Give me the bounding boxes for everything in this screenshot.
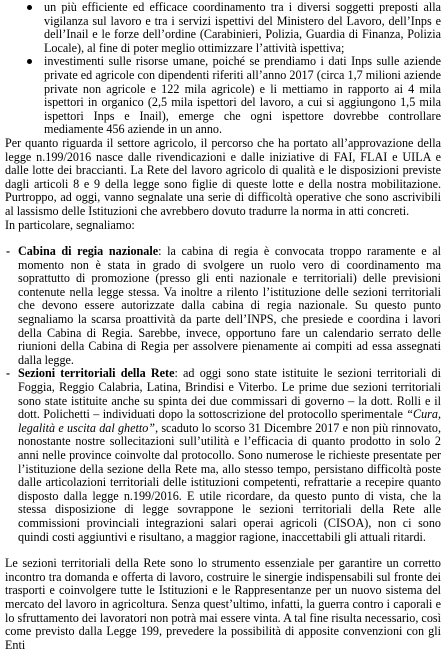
list-item xyxy=(5,1,441,55)
item-title: Cabina di regia nazionale xyxy=(18,244,159,259)
protocol-quote: “Cura, legalità e uscita dal ghetto” xyxy=(18,407,441,435)
bullet-list xyxy=(5,1,441,137)
list-item xyxy=(5,55,441,137)
bullet-text: investimenti sulle risorse umane, poiché se prendiamo i dati Inps sulle aziende private ed agricole con dipendenti riferiti all’anno 2017 (circa 1,7 milioni aziende private non agricole e 122 mila agricole) e li mettiamo in rapporto ai 4 mila ispettori in organico (2,5 mila ispettori del lavoro, a cui si aggiungono 1,5 mila ispettori Inps e Inail), emerge che ogni ispettore dovrebbe controllare mediamente 456 aziende in un anno. xyxy=(44,54,441,137)
list-item-sezioni-territoriali xyxy=(5,367,441,544)
paragraph-sezioni-rete: Le sezioni territoriali della Rete sono lo strumento essenziale per garantire un corretto incontro tra domanda e offerta di lavoro, costruire le sinergie indispensabili sul fronte dei trasporti e coinvolgere tutte le Istituzioni e le Rappresentanze per un nuovo sistema del mercato del lavoro in agricoltura. Senza quest’ultimo, infatti, la guerra contro i caporali e lo sfruttamento dei lavoratori non potrà mai essere vinta. A tal fine risulta necessario, così come previsto dalla Legge 199, prevedere la possibilità di apposite convenzioni con gli Enti xyxy=(5,556,441,652)
bullet-text: un più efficiente ed efficace coordinamento tra i diversi soggetti preposti alla vigilanza sul lavoro e tra i servizi ispettivi del Ministero del Lavoro, dell’Inps e dell’Inail e le forze dell’ordine (Carabinieri, Polizia, Guardia di Finanza, Polizia Locale), al fine di poter meglio ottimizzare l’attività ispettiva; xyxy=(44,0,441,55)
dash-marker: - xyxy=(6,366,11,381)
item-body: : ad oggi sono state istituite le sezioni territoriali di Foggia, Reggio Calabria, Latina, Brindisi e Viterbo. Le prime due sezioni territoriali sono state istituite anche su spinta dei due commissari di governo – la dott. Rolli e il dott. Polichetti – individuati dopo la sottoscrizione del protocollo sperimentale xyxy=(18,366,441,422)
item-body-continued: , scaduto lo scorso 31 Dicembre 2017 e non più rinnovato, nonostante nostre sollecitazioni sull’utilità e l’efficacia di quanto prodotto in solo 2 anni nelle province coinvolte dal protocollo. Sono numerose le richieste presentate per l’istituzione della sezione della Rete ma, allo stesso tempo, persistano difficoltà poste dalle articolazioni territoriali delle istituzioni competenti, refrattarie a recepire quanto disposto dalla legge n.199/2016. E utile ricordare, da questo punto di vista, che la stessa disposizione di legge sovrappone le sezioni territoriali della Rete alle commissioni provinciali integrazioni salari operai agricoli (CISOA), non ci sono quindi costi aggiuntivi e risultano, a maggior ragione, inaccettabili gli attuali ritardi. xyxy=(18,420,442,544)
bullet-icon xyxy=(27,5,32,10)
dash-list xyxy=(5,245,441,544)
item-body: : la cabina di regia è convocata troppo raramente e al momento non è stata in grado di svolgere un ruolo vero di coordinamento ma soprattutto di promozione (presso gli enti nazionale e territoriali) delle previsioni contenute nella legge stessa. Va inoltre a rilento l’istituzione delle sezioni territoriali che devono essere autorizzate dalla cabina di regia nazionale. Su questo punto segnaliamo la scarsa proattività da parte dell’INPS, che presiede e coordina i lavori della Cabina di Regia. Sarebbe, invece, opportuno fare un calendario serrato delle riunioni della Cabina di Regia per assolvere pienamente ai compiti ad essa assegnati dalla legge. xyxy=(18,244,441,367)
list-item-cabina-di-regia xyxy=(5,245,441,367)
item-title: Sezioni territoriali della Rete xyxy=(18,366,175,381)
paragraph-intro-list: In particolare, segnaliamo: xyxy=(5,217,135,232)
dash-marker: - xyxy=(6,244,11,259)
bullet-icon xyxy=(27,59,32,64)
paragraph-agricultural-sector: Per quanto riguarda il settore agricolo, il percorso che ha portato all’approvazione della legge n.199/2016 nasce dalle rivendicazioni e dalle iniziative di FAI, FLAI e UILA e dalle lotte dei braccianti. La Rete del lavoro agricolo di qualità e le disposizioni previste dagli articoli 8 e 9 della legge sono figlie di queste lotte e della nostra mobilitazione. Purtroppo, ad oggi, vanno segnalate una serie di difficoltà operative che sono ascrivibili al lassismo delle Istituzioni che avrebbero dovuto tradurre la norma in atti concreti. xyxy=(5,135,441,218)
